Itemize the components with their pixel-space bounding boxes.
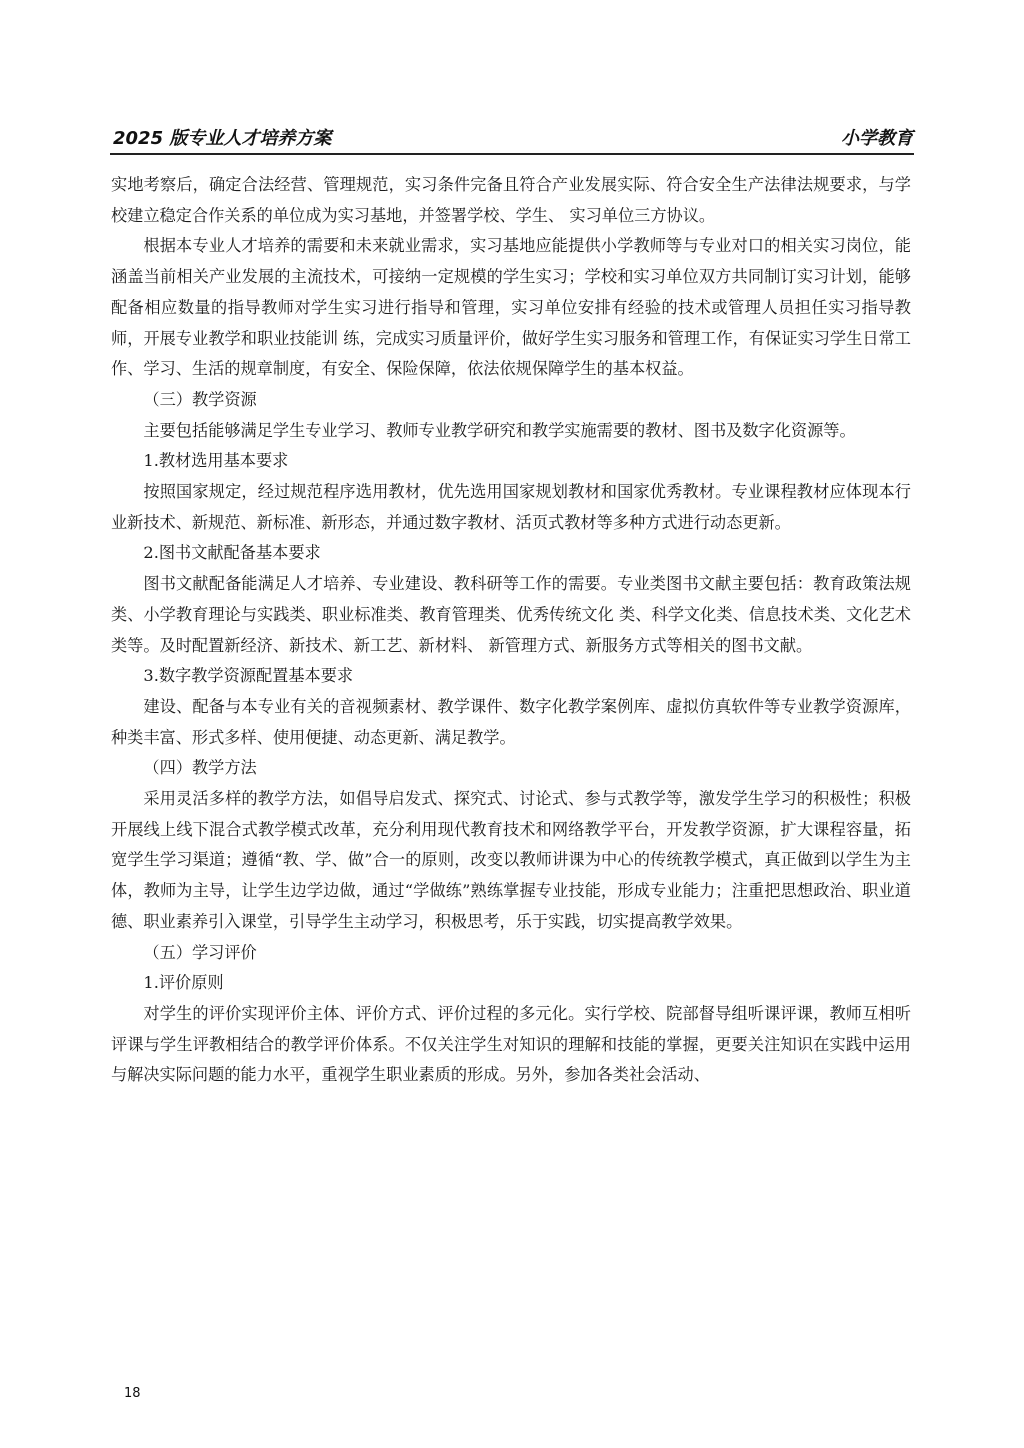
running-header xyxy=(113,124,913,150)
program-name: 小学教育 xyxy=(841,128,913,149)
subheading-textbooks: 1.教材选用基本要求 xyxy=(143,451,289,471)
main-content xyxy=(111,170,911,1091)
page-number: 18 xyxy=(124,1386,141,1401)
paragraph: 根据本专业人才培养的需要和未来就业需求，实习基地应能提供小学教师等与专业对口的相关实习岗位，能涵盖当前相关产业发展的主流技术，可接纳一定规模的学生实习；学校和实习单位双方共同制订实习计划，能够配备相应数量的指导教师对学生实习进行指导和管理，实习单位安排有经验的技术或管理人员担任实习指导教师，开展专业教学和职业技能训 练，完成实习质量评价，做好学生实习服务和管理工作，有保证实习学生日常工作、学习、生活的规章制度，有安全、保险保障，依法依规保障学生的基本权益。 xyxy=(111,236,911,379)
section-heading-learning-evaluation: （五）学习评价 xyxy=(143,942,257,962)
paragraph: 采用灵活多样的教学方法，如倡导启发式、探究式、讨论式、参与式教学等，激发学生学习的积极性；积极开展线上线下混合式教学模式改革，充分利用现代教育技术和网络教学平台，开发教学资源，扩大课程容量，拓宽学生学习渠道；遵循“教、学、做”合一的原则，改变以教师讲课为中心的传统教学模式，真正做到以学生为主体，教师为主导，让学生边学边做，通过“学做练”熟练掌握专业技能，形成专业能力；注重把思想政治、职业道德、职业素养引入课堂，引导学生主动学习，积极思考，乐于实践，切实提高教学效果。 xyxy=(111,789,911,931)
section-heading-teaching-resources: （三）教学资源 xyxy=(143,389,257,409)
paragraph: 按照国家规定，经过规范程序选用教材，优先选用国家规划教材和国家优秀教材。专业课程教材应体现本行业新技术、新规范、新标准、新形态，并通过数字教材、活页式教材等多种方式进行动态更新。 xyxy=(111,482,911,532)
paragraph: 图书文献配备能满足人才培养、专业建设、教科研等工作的需要。专业类图书文献主要包括：教育政策法规类、小学教育理论与实践类、职业标准类、教育管理类、优秀传统文化 类、科学文化类、信息技术类、文化艺术类等。及时配置新经济、新技术、新工艺、新材料、 新管理方式、新服务方式等相关的图书文献。 xyxy=(111,574,911,655)
subheading-library: 2.图书文献配备基本要求 xyxy=(143,543,321,563)
header-divider xyxy=(110,153,914,155)
subheading-digital-resources: 3.数字教学资源配置基本要求 xyxy=(143,666,354,686)
paragraph: 主要包括能够满足学生专业学习、教师专业教学研究和教学实施需要的教材、图书及数字化资源等。 xyxy=(143,420,856,440)
document-title: 2025 版专业人才培养方案 xyxy=(113,128,332,149)
subheading-evaluation-principles: 1.评价原则 xyxy=(143,973,224,993)
paragraph: 对学生的评价实现评价主体、评价方式、评价过程的多元化。实行学校、院部督导组听课评课，教师互相听评课与学生评教相结合的教学评价体系。不仅关注学生对知识的理解和技能的掌握，更要关注知识在实践中运用与解决实际问题的能力水平，重视学生职业素质的形成。另外，参加各类社会活动、 xyxy=(111,1003,911,1085)
section-heading-teaching-methods: （四）教学方法 xyxy=(143,758,257,778)
paragraph: 建设、配备与本专业有关的音视频素材、教学课件、数字化教学案例库、虚拟仿真软件等专业教学资源库，种类丰富、形式多样、使用便捷、动态更新、满足教学。 xyxy=(111,696,911,747)
paragraph-continuation: 实地考察后，确定合法经营、管理规范，实习条件完备且符合产业发展实际、符合安全生产法律法规要求，与学校建立稳定合作关系的单位成为实习基地，并签署学校、学生、 实习单位三方协议。 xyxy=(111,175,911,225)
